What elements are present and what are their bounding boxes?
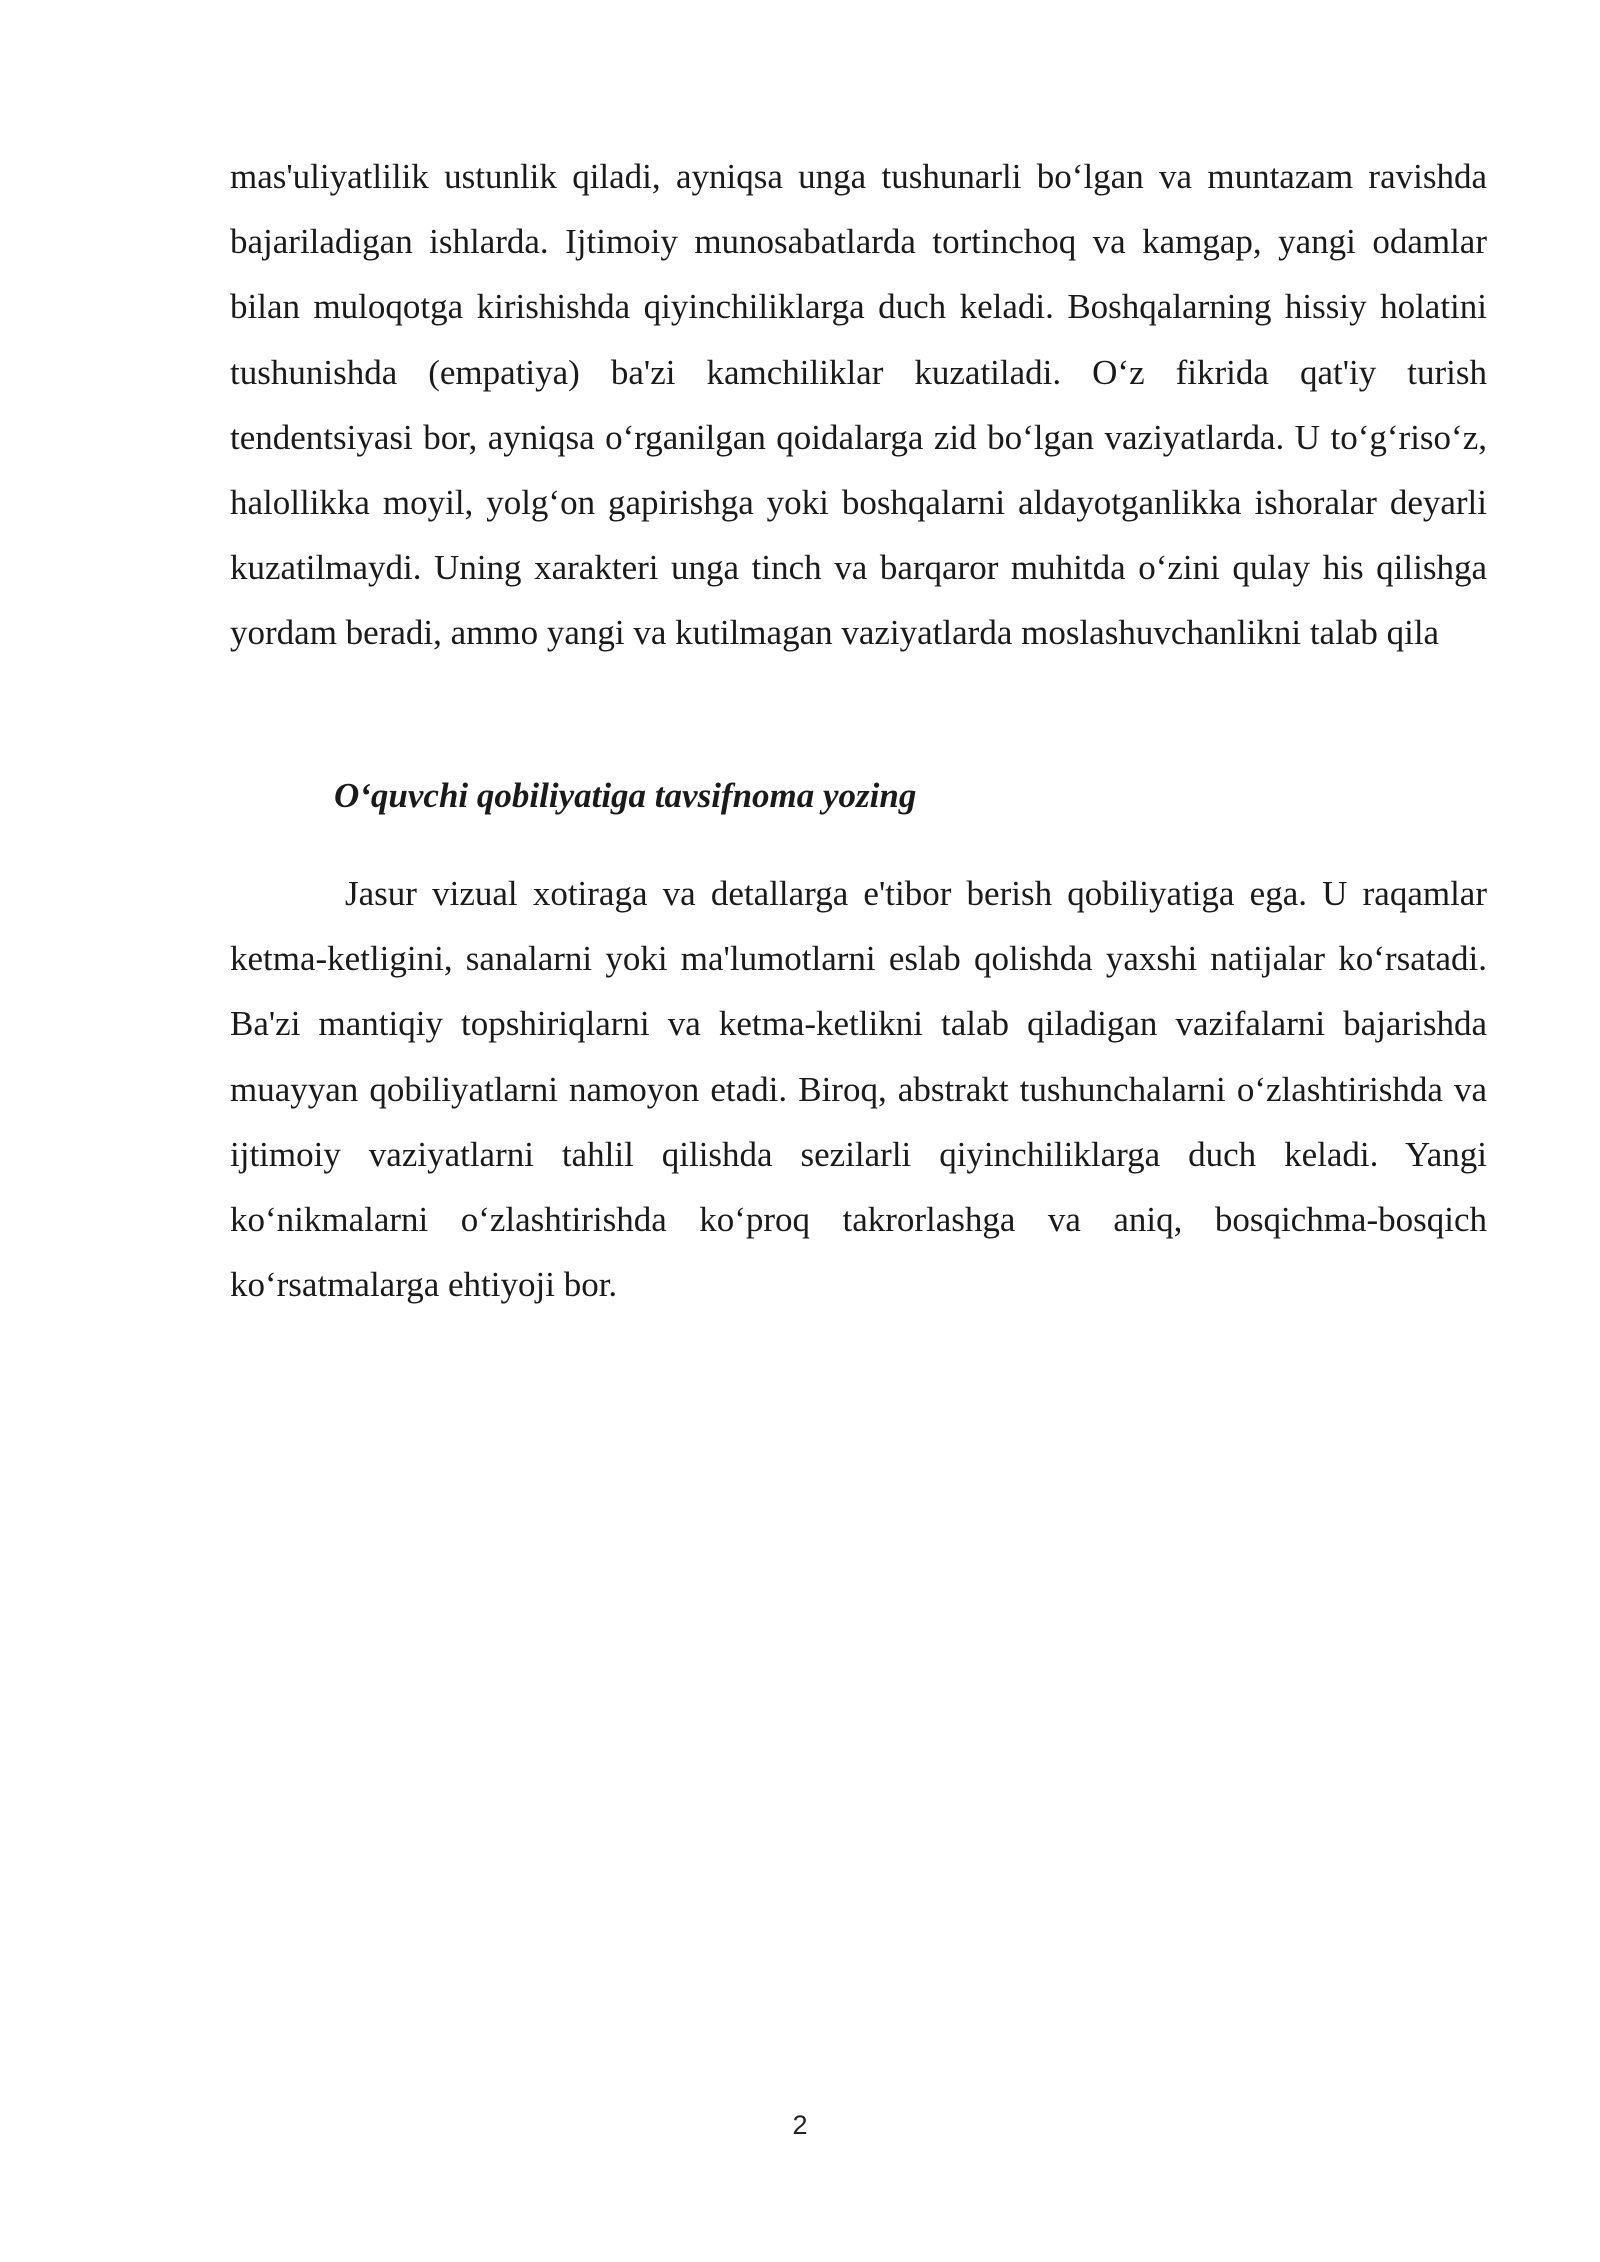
body-paragraph-2: Jasur vizual xotiraga va detallarga e'tibor berish qobiliyatiga ega. U raqamlar ketma-ketligini, sanalarni yoki ma'lumotlarni eslab qolishda yaxshi natijalar ko‘rsatadi. Ba'zi mantiqiy topshiriqlarni va ketma-ketlikni talab qiladigan vazifalarni bajarishda muayyan qobiliyatlarni namoyon etadi. Biroq, abstrakt tushunchalarni o‘zlashtirishda va ijtimoiy vaziyatlarni tahlil qilishda sezilarli qiyinchiliklarga duch keladi. Yangi ko‘nikmalarni o‘zlashtirishda ko‘proq takrorlashga va aniq, bosqichma-bosqich ko‘rsatmalarga ehtiyoji bor. xyxy=(230,874,1487,1305)
page-number: 2 xyxy=(792,2110,808,2140)
section-heading: O‘quvchi qobiliyatiga tavsifnoma yozing xyxy=(334,776,917,815)
body-paragraph-1: mas'uliyatlilik ustunlik qiladi, ayniqsa unga tushunarli bo‘lgan va muntazam ravishda bajariladigan ishlarda. Ijtimoiy munosabatlarda tortinchoq va kamgap, yangi odamlar bilan muloqotga kirishishda qiyinchiliklarga duch keladi. Boshqalarning hissiy holatini tushunishda (empatiya) ba'zi kamchiliklar kuzatiladi. O‘z fikrida qat'iy turish tendentsiyasi bor, ayniqsa o‘rganilgan qoidalarga zid bo‘lgan vaziyatlarda. U to‘g‘riso‘z, halollikka moyil, yolg‘on gapirishga yoki boshqalarni aldayotganlikka ishoralar deyarli kuzatilmaydi. Uning xarakteri unga tinch va barqaror muhitda o‘zini qulay his qilishga yordam beradi, ammo yangi va kutilmagan vaziyatlarda moslashuvchanlikni talab qila xyxy=(230,157,1487,653)
